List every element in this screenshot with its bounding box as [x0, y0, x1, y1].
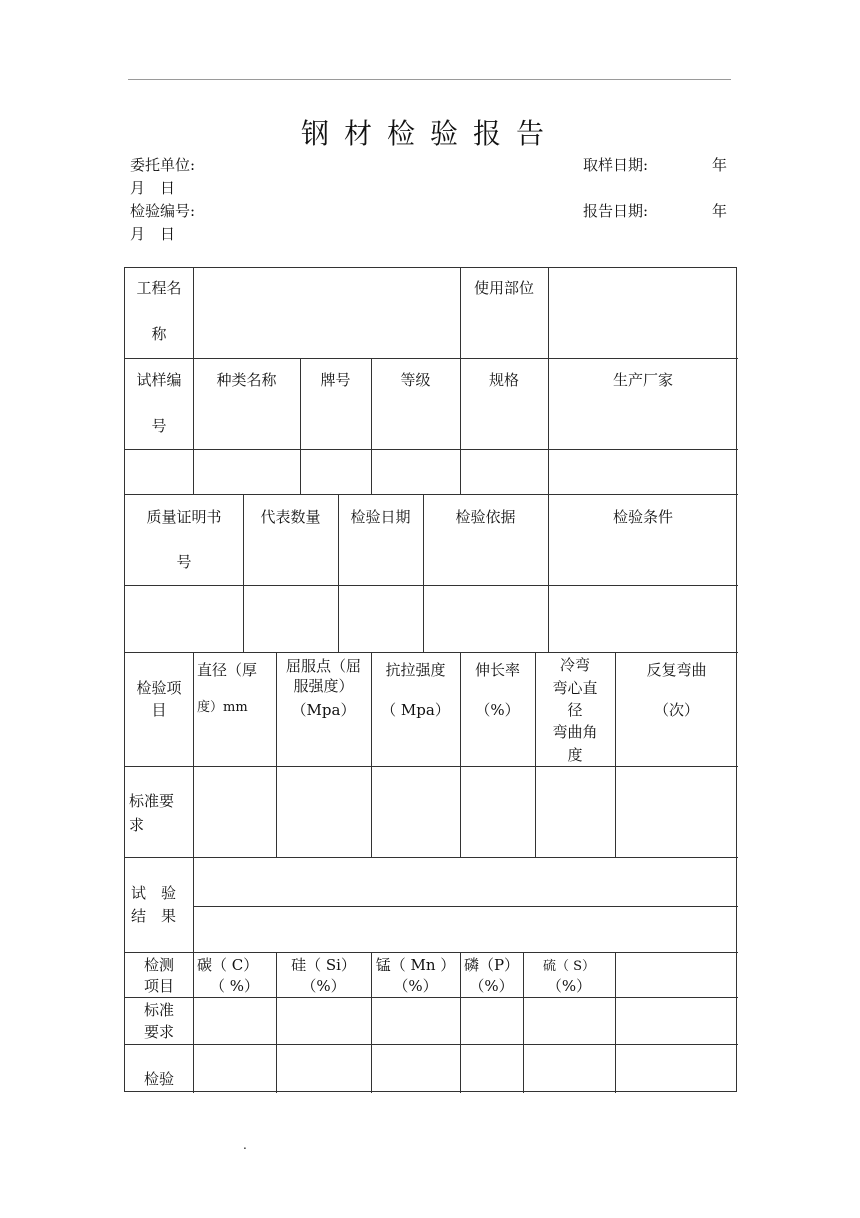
col-line — [460, 652, 461, 857]
client-label: 委托单位: — [130, 156, 196, 174]
test-result-label: 试 验 — [131, 884, 177, 902]
col-line — [193, 652, 194, 857]
col-line — [615, 952, 616, 1093]
col-line — [193, 268, 194, 358]
phosphorus-unit: （%） — [469, 977, 514, 995]
type-name-header: 种类名称 — [216, 371, 277, 389]
spec-header: 规格 — [488, 371, 519, 389]
row-line — [125, 494, 738, 495]
row-line — [125, 766, 738, 767]
col-line — [193, 857, 194, 1093]
project-name-label: 工程名 — [136, 279, 182, 297]
rebend-unit: （次） — [653, 701, 699, 719]
usage-part-label: 使用部位 — [473, 279, 534, 297]
report-date-month-day: 月 日 — [130, 225, 176, 243]
tensile-header: 抗拉强度 — [385, 661, 446, 679]
sulfur-header: 硫（ S） — [542, 959, 596, 974]
grade-header: 等级 — [400, 371, 431, 389]
phosphorus-header: 磷（P） — [463, 956, 520, 974]
report-date-year: 年 — [712, 202, 728, 220]
chem-standard-label-cont: 要求 — [143, 1023, 174, 1041]
test-date-header: 检验日期 — [350, 508, 411, 526]
row-line — [193, 906, 738, 907]
diameter-unit: 度）mm — [197, 700, 248, 715]
test-result-label-cont: 结 果 — [131, 907, 177, 925]
row-line — [125, 857, 738, 858]
chem-standard-label: 标准 — [143, 1001, 174, 1019]
test-no-label: 检验编号: — [130, 202, 196, 220]
col-line — [371, 652, 372, 857]
chem-item-label: 检测 — [143, 956, 174, 974]
row-line — [125, 358, 738, 359]
brand-header: 牌号 — [320, 371, 351, 389]
diameter-header: 直径（厚 — [197, 661, 258, 679]
sample-no-label: 试样编 — [136, 371, 182, 389]
certificate-no-header-cont: 号 — [176, 553, 192, 571]
row-line — [125, 652, 738, 653]
rebend-header: 反复弯曲 — [646, 661, 707, 679]
project-name-label-cont: 称 — [151, 325, 167, 343]
manganese-header: 锰（ Mn ） — [375, 956, 456, 974]
tensile-unit: （ Mpa） — [381, 701, 450, 719]
row-line — [125, 952, 738, 953]
bend-angle-header: 弯曲角 — [552, 723, 598, 741]
carbon-header: 碳（ C） — [197, 956, 259, 974]
test-item-label: 检验项 — [136, 679, 182, 697]
col-line — [548, 268, 549, 358]
row-line — [125, 1044, 738, 1045]
sample-date-month-day: 月 日 — [130, 179, 176, 197]
col-line — [615, 652, 616, 857]
sample-date-year: 年 — [712, 156, 728, 174]
bend-diameter-header: 弯心直 — [552, 679, 598, 697]
sample-no-label-cont: 号 — [151, 417, 167, 435]
test-item-label-cont: 目 — [151, 701, 167, 719]
footer-mark: . — [243, 1138, 247, 1152]
silicon-header: 硅（ Si） — [291, 956, 356, 974]
cold-bend-header: 冷弯 — [559, 656, 590, 674]
sulfur-unit: （%） — [546, 977, 592, 995]
steel-test-table — [124, 267, 737, 1092]
manganese-unit: （%） — [393, 977, 438, 995]
manufacturer-header: 生产厂家 — [612, 371, 673, 389]
standard-req-label: 标准要 — [129, 792, 175, 810]
certificate-no-header: 质量证明书 — [146, 508, 222, 526]
page-title: 钢材检验报告 — [300, 117, 559, 150]
top-rule — [128, 79, 731, 80]
test-basis-header: 检验依据 — [455, 508, 516, 526]
report-date-label: 报告日期: — [583, 202, 649, 220]
elongation-unit: （%） — [475, 701, 520, 719]
silicon-unit: （%） — [301, 977, 346, 995]
bend-diameter-header-cont: 径 — [567, 701, 583, 719]
carbon-unit: （ %） — [209, 977, 260, 995]
yield-header: 屈服点（屈 — [285, 657, 361, 675]
chem-item-label-cont: 项目 — [143, 977, 174, 995]
yield-unit: （Mpa） — [291, 701, 356, 719]
elongation-header: 伸长率 — [474, 661, 520, 679]
standard-req-label-cont: 求 — [129, 816, 145, 834]
yield-header-cont: 服强度） — [293, 677, 354, 695]
chem-test-label: 检验 — [143, 1070, 174, 1088]
row-line — [125, 997, 738, 998]
test-condition-header: 检验条件 — [612, 508, 673, 526]
row-line — [125, 449, 738, 450]
row-line — [125, 585, 738, 586]
rep-quantity-header: 代表数量 — [260, 508, 321, 526]
sample-date-label: 取样日期: — [583, 156, 649, 174]
bend-angle-header-cont: 度 — [567, 746, 583, 764]
